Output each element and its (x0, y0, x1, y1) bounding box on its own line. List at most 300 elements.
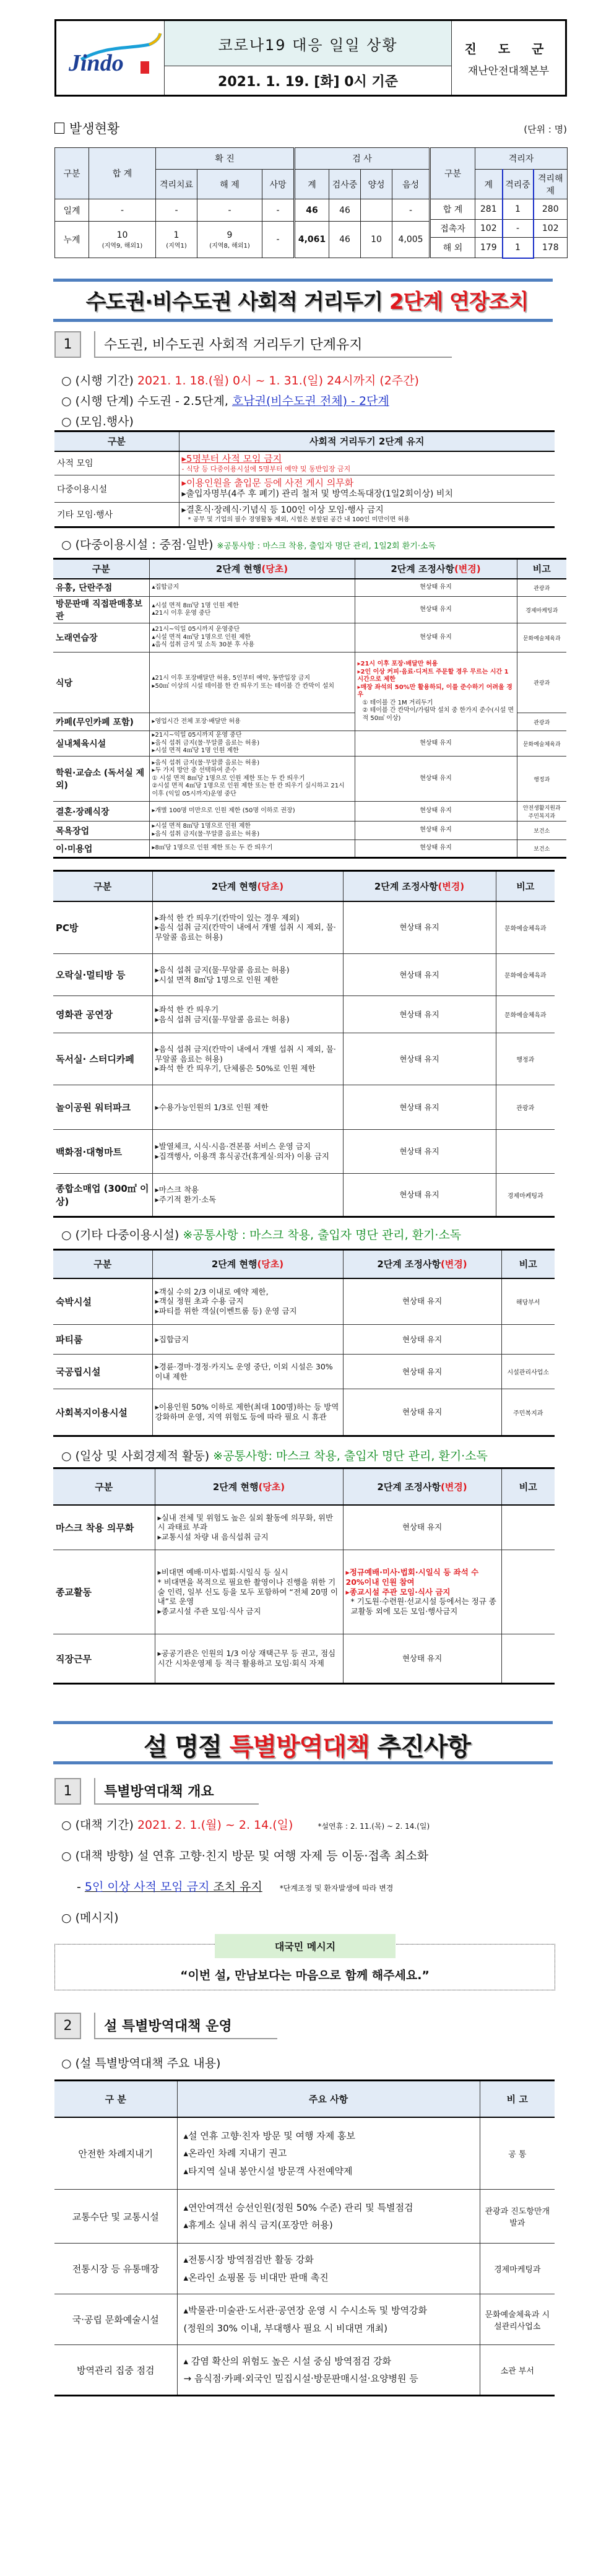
cell-line: ▴21시 이후 포장배달만 허용, 5인부터 예약, 동반입장 금지 (152, 675, 311, 682)
th-category: 구분 (431, 148, 475, 199)
row-current (149, 597, 355, 623)
row-label: 합 계 (431, 199, 475, 220)
row-category: 목욕장업 (53, 822, 149, 840)
row-current (149, 822, 355, 840)
table-row (53, 1550, 555, 1634)
cell-line: ▸실내 전체 및 위험도 높은 실외 활동에 의무화, 위반 시 과태료 부과 (157, 1512, 334, 1532)
breakdown: (지역1) (166, 242, 187, 249)
table-row (54, 451, 555, 475)
row-changed (343, 901, 496, 954)
report-title: 코로나19 대응 일일 상황 (165, 21, 451, 66)
label-emphasis: (당초) (261, 563, 288, 575)
row-current (152, 901, 343, 954)
cell-line: ▴연안여객선 승선인원(정원 50% 수준) 관리 및 특별점검 (183, 2201, 413, 2213)
label: ○ (시행 단계) 수도권 - 2.5단계, (61, 394, 232, 408)
cell-line: 현상태 유지 (402, 1334, 443, 1344)
row-current (149, 713, 355, 731)
cell-line: ▴전통시장 방역점검반 활동 강화 (183, 2254, 314, 2265)
cell-line: ▸종교시설 주관 모임·식사 금지 (157, 1606, 261, 1616)
table-row (53, 579, 566, 597)
row-changed (355, 757, 517, 802)
common-rules: ※공통사항 : 마스크 착용, 출입자 명단 관리, 환기·소독 (183, 1228, 462, 1242)
cell-line: * 비대면을 목적으로 필요한 촬영이나 진행을 위한 기술 인력, 일부 신도 등을 모두 포함하여 “전체 20명 이내”로 운영 (157, 1577, 339, 1607)
row-note (501, 1634, 555, 1684)
row-category: 유흥, 단란주점 (53, 579, 149, 597)
th-changed (343, 1468, 501, 1505)
part1-title (0, 285, 614, 315)
cell-line: ▴21시 이후 운영 중단 (152, 610, 211, 617)
unit-label: (단위 : 명) (524, 124, 567, 135)
th-category: 구분 (53, 559, 149, 579)
th-changed (355, 559, 517, 579)
message-bullet: ○ (메시지) (61, 1911, 119, 1925)
row-note: 시설관리사업소 (501, 1355, 555, 1389)
row-note: 관광과 진도항만개발과 (480, 2190, 555, 2244)
row-changed (343, 954, 496, 996)
table-row (53, 653, 566, 713)
gathering-table (54, 430, 555, 528)
divider (53, 319, 553, 322)
label: 2단계 조정사항 (374, 880, 438, 892)
label: 2단계 현행 (212, 1481, 259, 1493)
cell-total: 281 (475, 199, 503, 220)
row-changed (355, 822, 517, 840)
direction-bullet: ○ (대책 방향) 설 연휴 고향·친지 방문 및 여행 자제 등 이동·접촉 최소화 (61, 1849, 429, 1863)
cell-line: ▸음식 섭취 금지(칸막이 내에서 개별 섭취 시 제외, 물·무알콜 음료는 허용) (155, 922, 336, 942)
row-note: 문화예술체육과 시설관리사업소 (480, 2294, 555, 2345)
table-row (54, 2190, 555, 2244)
th-released: 격리해제 (534, 170, 568, 199)
cell-line: 현상태 유지 (420, 826, 452, 834)
th-positive: 양성 (361, 170, 392, 199)
row-note (496, 1130, 555, 1174)
period-bullet (61, 371, 419, 388)
value: 10 (116, 230, 128, 240)
cell-line: ▴타지역 실내 봉안시설 방문객 사전예약제 (183, 2165, 353, 2177)
table-row (53, 757, 566, 802)
table-row (53, 597, 566, 623)
cell-in: 1 (503, 199, 534, 220)
logo-badge (141, 61, 149, 74)
facility-table-c (53, 1249, 555, 1437)
cell-line: ▸이용인원을 출입문 등에 사전 게시 의무화 (181, 477, 354, 489)
th-changed (343, 871, 496, 901)
row-note: 경제마케팅과 (517, 597, 566, 623)
row-category: 식당 (53, 653, 149, 713)
section-number: 2 (54, 2013, 81, 2039)
cell-line: ▸음식 섭취 금지(칸막이 내에서 개별 섭취 시 제외, 물·무알콜 음료는 허용) (155, 1044, 336, 1064)
cell-line: ▸출입자명부(4주 후 폐기) 관리 철저 및 방역소독대장(1일2회이상) 비치 (181, 489, 453, 500)
daily-activity-bullet (61, 1447, 488, 1464)
row-note: 관광과 (517, 579, 566, 597)
cell-testing: 46 (329, 222, 361, 258)
ban-rest: 조치 유지 (209, 1880, 262, 1894)
cell-line: ▸음식 섭취 금지(물·무알콜 음료는 허용) (155, 965, 290, 974)
label-emphasis: (당초) (257, 1259, 284, 1270)
row-note (501, 1550, 555, 1634)
th-isolation-treatment: 격리치료 (156, 170, 197, 199)
cell-line: 현상태 유지 (399, 922, 439, 932)
section-title: 특별방역대책 개요 (94, 1778, 259, 1805)
cell-line: ▴설 연휴 고향·친자 방문 및 여행 자제 홍보 (183, 2130, 356, 2141)
cell-test-total: 4,061 (295, 222, 329, 258)
cell-released (197, 222, 262, 258)
cell-line: ▴온라인 쇼핑몰 등 비대만 판매 촉진 (183, 2271, 329, 2283)
cell-total (89, 222, 156, 258)
cell-line: ▸매장 좌석의 50%만 활용하되, 이를 준수하기 어려울 경우 (357, 683, 512, 698)
cell-line: 현상태 유지 (399, 1147, 439, 1156)
cell-positive (361, 199, 392, 222)
breakdown: (지역9, 해외1) (102, 242, 143, 249)
row-category: 학원·교습소 (독서실 제외) (53, 757, 149, 802)
cell-line: ▸50㎡ 이상의 시설 테이블 한 칸 띄우기 또는 테이블 간 칸막이 설치 (152, 682, 335, 690)
row-current (152, 1355, 343, 1389)
cell-line: ① 시설 면적 8㎡당 1명으로 인원 제한 또는 두 칸 띄우기 (152, 774, 305, 782)
period-value: 2021. 2. 1.(월) ~ 2. 14.(일) (137, 1818, 293, 1832)
cell-line: ▸좌석 한 칸 띄우기 (155, 1004, 219, 1014)
row-current (152, 1389, 343, 1436)
row-note: 행정과 (496, 1033, 555, 1085)
cell-line: ▴ 감염 확산의 위험도 높은 시설 중심 방역점검 강화 (183, 2355, 391, 2367)
cell-line: ▸좌석 한 칸 띄우기(칸막이 있는 경우 제외) (155, 913, 300, 922)
title-emphasis: 2단계 연장조치 (389, 290, 529, 314)
row-category: 영화관 공연장 (53, 996, 152, 1033)
row-changed (343, 1550, 501, 1634)
row-note: 보건소 (517, 822, 566, 840)
row-category: 오락실·멀티방 등 (53, 954, 152, 996)
row-changed (343, 1505, 501, 1550)
row-category: 백화점·대형마트 (53, 1130, 152, 1174)
row-category: 교통수단 및 교통시설 (54, 2190, 177, 2244)
cell-line: ▸집합금지 (155, 1334, 189, 1344)
stage-value: 호남권(비수도권 전체) - 2단계 (231, 394, 389, 408)
row-changed (343, 1174, 496, 1217)
th-in-quarantine: 격리중 (503, 170, 534, 199)
report-date: 2021. 1. 19. [화] 0시 기준 (218, 74, 398, 90)
cell-testing: 46 (329, 199, 361, 222)
row-current (149, 757, 355, 802)
table-row (53, 731, 566, 757)
row-category: 독서실· 스터디카페 (53, 1033, 152, 1085)
table-row (53, 1174, 555, 1217)
title-text: 설 명절 (143, 1733, 230, 1761)
label: ○ (대책 기간) (61, 1818, 137, 1832)
table-row (53, 623, 566, 653)
cell-death: - (262, 222, 295, 258)
cell-line: ▸21시~익일 05시까지 운영 중단 (152, 732, 242, 739)
quarantine-table (430, 147, 568, 259)
row-category: 사적 모임 (54, 451, 179, 475)
cell-line: ▸두 가지 방안 중 선택하여 준수 (152, 767, 237, 774)
cell-line: 현상태 유지 (399, 1009, 439, 1019)
row-category: 실내체육시설 (53, 731, 149, 757)
row-category: 다중이용시설 (54, 475, 179, 503)
value: 1 (173, 230, 179, 240)
report-header (54, 19, 567, 97)
row-note: 관광과 (496, 1085, 555, 1130)
cell-line: ▴온라인 차례 지내기 권고 (183, 2148, 287, 2159)
table-row (431, 238, 568, 258)
row-changed (343, 1278, 501, 1325)
th-current (155, 1468, 343, 1505)
common-rules: ※공통사항 : 마스크 착용, 출입자 명단 관리, 1일2회 환기·소독 (217, 542, 436, 551)
th-category: 구분 (55, 148, 89, 199)
cell-line: ▸좌석 한 칸 띄우기, 단체룸은 50%로 인원 제한 (155, 1064, 316, 1073)
table-row (54, 2117, 555, 2190)
period-value: 2021. 1. 18.(월) 0시 ~ 1. 31.(일) 24시까지 (2주간) (137, 374, 419, 388)
cell-line: ▸경륜·경마·경정·카지노 운영 중단, 이외 시설은 30% 이내 제한 (155, 1361, 333, 1381)
row-current (152, 954, 343, 996)
cell-line: (정원의 30% 이내, 부대행사 필요 시 비대면 개최) (183, 2322, 388, 2334)
row-label: 일계 (55, 199, 89, 222)
stage-bullet (61, 392, 389, 409)
row-note: 문화예술체육과 (517, 623, 566, 653)
table-row (53, 1634, 555, 1684)
label: 2단계 현행 (211, 880, 257, 892)
cell-line: ▸수용가능인원의 1/3로 인원 제한 (155, 1102, 269, 1112)
section-number: 1 (54, 331, 81, 358)
row-category: 이·미용업 (53, 840, 149, 858)
table-row (55, 199, 430, 222)
row-main (177, 2244, 480, 2294)
row-changed (355, 579, 517, 597)
cell-line: 현상태 유지 (399, 1190, 439, 1200)
row-changed (343, 1130, 496, 1174)
main-content-bullet: ○ (설 특별방역대책 주요 내용) (61, 2057, 221, 2070)
label: 2단계 조정사항 (391, 563, 454, 575)
row-current (152, 1174, 343, 1217)
row-main (177, 2345, 480, 2396)
row-changed (343, 1325, 501, 1355)
dept-name: 재난안전대책본부 (467, 64, 550, 77)
gathering-ban-line (77, 1878, 393, 1894)
cell-line: ▸공공기관은 인원의 1/3 이상 재택근무 등 권고, 점심시간 시차운영제 등 적극 활용하고 모임·회식 자제 (157, 1649, 336, 1668)
label-emphasis: (변경) (440, 1481, 467, 1493)
logo-text: Jindo (69, 50, 124, 76)
title-emphasis: 특별방역대책 (229, 1733, 370, 1761)
cell-line: 현상태 유지 (402, 1654, 443, 1663)
table-row (53, 901, 555, 954)
row-changed (355, 802, 517, 822)
cell-released: 280 (534, 199, 568, 220)
section-title: 설 특별방역대책 운영 (94, 2013, 277, 2039)
label: ○ (일상 및 사회경제적 활동) (61, 1449, 214, 1463)
row-rule (179, 503, 555, 527)
table-row (53, 822, 566, 840)
table-row (54, 475, 555, 503)
other-facility-bullet (61, 1226, 461, 1242)
cell-line: ② 테이블 간 칸막이/가림막 설치 중 한가지 준수(시설 면적 50㎡ 이상) (362, 707, 514, 722)
cell-line: ▸음식 섭취 금지(물·무알콜 음료는 허용) (152, 759, 260, 766)
table-row (53, 1033, 555, 1085)
facility-bullet (61, 536, 436, 552)
row-category: 노래연습장 (53, 623, 149, 653)
cell-death: - (262, 199, 295, 222)
ban-note: *단계조정 및 환자발생에 따라 변경 (279, 1884, 394, 1893)
cell-line: 현상태 유지 (399, 1054, 439, 1064)
cell-line: ▸비대면 예배·미사·법회·시일식 등 실시 (157, 1568, 288, 1577)
message-box-label: 대국민 메시지 (215, 1934, 396, 1958)
title-text: 수도권·비수도권 사회적 거리두기 (85, 290, 389, 314)
section-number: 1 (54, 1778, 81, 1805)
row-current (152, 1130, 343, 1174)
cell-line: ▸정규예배·미사·법회·시일식 등 좌석 수 20%이내 인원 참여 (345, 1568, 479, 1587)
table-row (53, 1355, 555, 1389)
cell-line: ▸2인 이상 커피·음료·디저트 주문할 경우 무르는 시간 1시간으로 제한 (357, 668, 509, 683)
row-current (149, 731, 355, 757)
th-rule: 사회적 거리두기 2단계 유지 (179, 432, 555, 451)
cell-line: ▸음식 섭취 금지(물·무알콜 음료는 허용) (152, 739, 260, 747)
cell-positive: 10 (361, 222, 392, 258)
label: ○ (시행 기간) (61, 374, 137, 388)
row-note: 문화예술체육과 (517, 731, 566, 757)
row-changed (355, 623, 517, 653)
row-category: 종합소매업 (300㎡ 이상) (53, 1174, 152, 1217)
row-current (152, 996, 343, 1033)
label-emphasis: (변경) (454, 563, 481, 575)
table-row (53, 1130, 555, 1174)
label: 2단계 현행 (215, 563, 262, 575)
th-current (149, 559, 355, 579)
section-title: 수도권, 비수도권 사회적 거리두기 단계유지 (94, 331, 452, 358)
row-category: 결혼·장례식장 (53, 802, 149, 822)
cell-line: ▸8㎡당 1명으로 인원 제한 또는 두 칸 띄우기 (152, 844, 273, 852)
cell-line: ▸객실 정원 초과 수용 금지 (155, 1296, 244, 1306)
cell-line: * 기도원·수련원·선교시설 등에서는 정규 종교활동 외에 모든 모임·행사금지 (350, 1597, 496, 1616)
table-row (53, 840, 566, 858)
cell-line: ▴박물관·미술관·도서관·공연장 운영 시 수시소독 및 방역강화 (183, 2305, 427, 2316)
row-changed (355, 653, 517, 731)
label: 2단계 조정사항 (377, 1481, 441, 1493)
table-row (53, 1389, 555, 1436)
row-category: 놀이공원 워터파크 (53, 1085, 152, 1130)
row-category: 국공립시설 (53, 1355, 152, 1389)
table-row (53, 802, 566, 822)
cell-line: ②시설 면적 4㎡당 1명으로 인원 제한 또는 한 칸 띄우기 실시하고 21시 이후 (익일 05시까지)운영 중단 (152, 783, 345, 797)
row-note: 공 통 (480, 2117, 555, 2190)
th-confirmed: 확 진 (156, 148, 295, 170)
cell-iso: - (156, 199, 197, 222)
cell-line: ▴21시~익일 05시까지 운영중단 (152, 626, 240, 633)
facility-table-a (53, 558, 566, 859)
row-category: 마스크 착용 의무화 (53, 1505, 155, 1550)
row-current (152, 1033, 343, 1085)
row-current (149, 579, 355, 597)
cell-line: ▴시설 면적 8㎡당 1명 인원 제한 (152, 602, 239, 609)
th-note: 비고 (517, 559, 566, 579)
cell-negative: - (392, 199, 430, 222)
table-row (431, 220, 568, 238)
th-note: 비고 (496, 871, 555, 901)
cell-test-total: 46 (295, 199, 329, 222)
cell-line: - 식당 등 다중이용시설에 5명부터 예약 및 동반입장 금지 (181, 464, 351, 473)
jindo-logo (56, 21, 165, 95)
row-category: PC방 (53, 901, 152, 954)
row-note: 관광과 (517, 653, 566, 713)
cell-line: ▸시설 면적 8㎡당 1명으로 인원 제한 (152, 823, 251, 830)
cell-line: ▸시설 면적 4㎡당 1명 인원 제한 (152, 747, 239, 755)
label: 2단계 현행 (211, 1259, 257, 1270)
cell-line: 현상태 유지 (420, 739, 452, 747)
label-emphasis: (변경) (438, 880, 465, 892)
th-current (152, 871, 343, 901)
cell-total: 102 (475, 220, 503, 238)
cell-line: ▴집합금지 (152, 584, 179, 591)
cell-line: ▸개별 100명 미만으로 인원 제한 (50명 이하로 권장) (152, 807, 295, 815)
row-main (177, 2294, 480, 2345)
table-row (53, 954, 555, 996)
label-emphasis: (당초) (257, 880, 284, 892)
row-changed (343, 1085, 496, 1130)
th-category: 구분 (54, 432, 179, 451)
label: 2단계 조정사항 (377, 1259, 441, 1270)
row-current (155, 1550, 343, 1634)
table-row (54, 503, 555, 527)
divider (53, 1721, 553, 1724)
th-category: 구분 (53, 871, 152, 901)
cell-total: 179 (475, 238, 503, 258)
row-note: 보건소 (517, 840, 566, 858)
table-row (53, 1085, 555, 1130)
cell-in: 1 (503, 238, 534, 258)
row-note (501, 1505, 555, 1550)
row-rule (179, 451, 555, 475)
row-category: 안전한 차례지내기 (54, 2117, 177, 2190)
cell-line: 현상태 유지 (402, 1407, 443, 1417)
square-bullet-icon (54, 123, 64, 134)
th-test-total: 계 (295, 170, 329, 199)
cell-line: ▸객실 수의 2/3 이내로 예약 제한, (155, 1286, 269, 1296)
row-note: 소관 부서 (480, 2345, 555, 2396)
cell-line: 현상태 유지 (399, 969, 439, 979)
label: ○ (다중이용시설 : 중점·일반) (61, 538, 217, 552)
th-current (152, 1250, 343, 1278)
cell-line: ▴휴게소 실내 취식 금지(포장만 허용) (183, 2219, 333, 2231)
cell-line: ▸영업시간 전체 포장·배달만 허용 (152, 718, 241, 725)
row-rule (179, 475, 555, 503)
cell-line: 현상태 유지 (399, 1102, 439, 1112)
cell-line: ▸마스크 착용 (155, 1185, 199, 1195)
table-row (431, 199, 568, 220)
row-category: 직장근무 (53, 1634, 155, 1684)
cell-total: - (89, 199, 156, 222)
table-row (53, 1278, 555, 1325)
cell-line: 현상태 유지 (420, 774, 452, 782)
cell-line: ▸파티를 위한 객실(이벤트룸 등) 운영 금지 (155, 1306, 297, 1316)
th-test: 검 사 (295, 148, 430, 170)
row-current (149, 653, 355, 713)
table-row (54, 2345, 555, 2396)
org-name: 진 도 군 (464, 41, 553, 56)
cell-line: ▴음식 섭취 금지 및 소독 30분 후 사용 (152, 641, 255, 649)
th-released: 해 제 (197, 170, 262, 199)
th-category: 구분 (53, 1468, 155, 1505)
row-current (152, 1278, 343, 1325)
divider (53, 279, 553, 282)
cell-iso (156, 222, 197, 258)
divider (53, 1761, 553, 1764)
cell-line: ▸시설 면적 8㎡당 1명으로 인원 제한 (155, 974, 279, 984)
row-note: 주민복지과 (501, 1389, 555, 1436)
row-changed (343, 1389, 501, 1436)
table-row (54, 2294, 555, 2345)
label-emphasis: (당초) (258, 1481, 285, 1493)
cell-line: 현상태 유지 (420, 844, 452, 852)
table-row (53, 996, 555, 1033)
cell-line: ▸주기적 환기·소독 (155, 1195, 217, 1204)
row-changed (343, 1355, 501, 1389)
th-death: 사망 (262, 170, 295, 199)
